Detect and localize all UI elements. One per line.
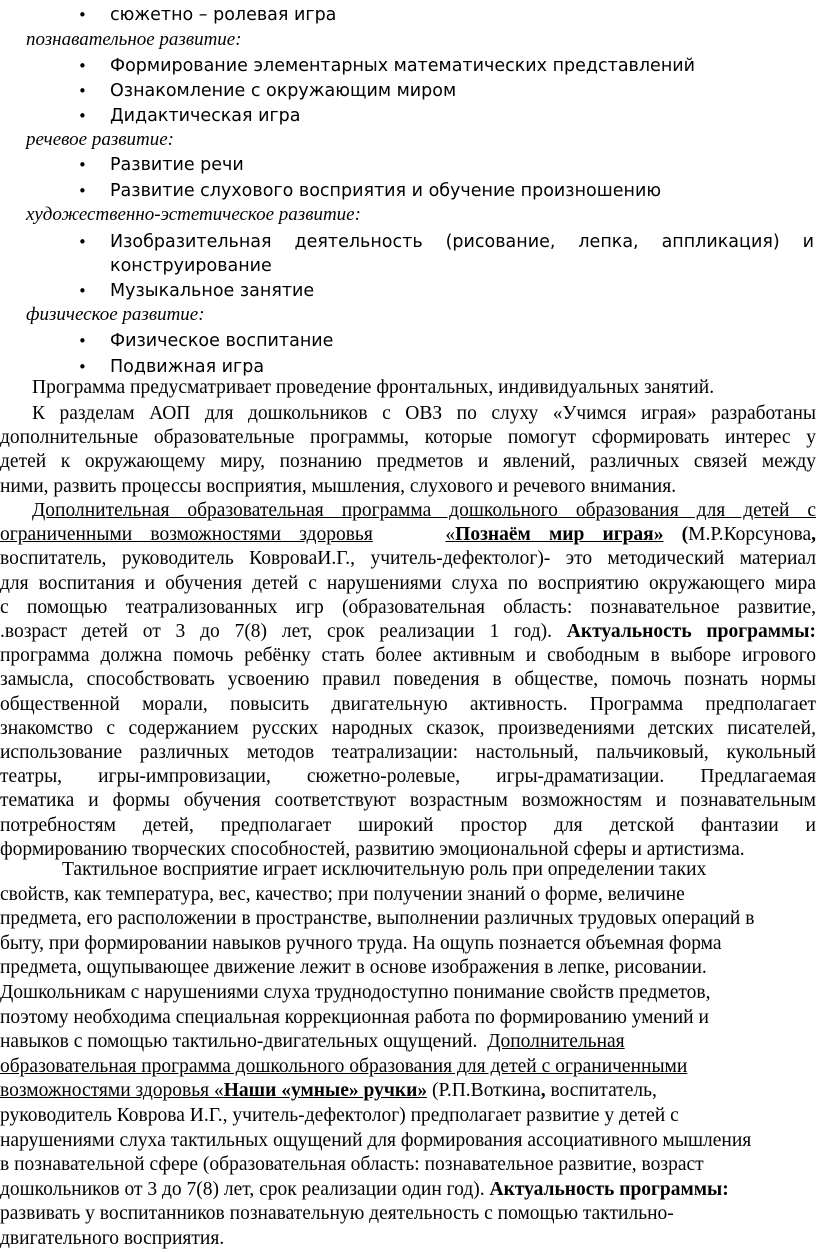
paragraph-tactile: Тактильное восприятие играет исключительную роль при определении таких свойств, как температура, вес, качество; при получении знаний о форме, величине предмета, его расположении в пространстве, выполнении различных трудовых операций в быту, при формировании навыков ручного труда. На ощупь познается объемная форма предмета, ощупывающее движение лежит в основе изображения в лепке, рисовании. Дошкольникам с нарушениями слуха труднодоступно понимание свойств предметов, поэтому необходима специальная коррекционная работа по формированию умений и навыков с помощью тактильно-двигательных ощущений. Дополнительная образовательная программа дошкольного образования для детей с ограниченными возможностями здоровья «Наши «умные» ручки» (Р.П.Воткина, воспитатель, руководитель Коврова И.Г., учитель-дефектолог) предполагает развитие у детей с нарушениями слуха тактильных ощущений для формирования ассоциативного мышления в познавательной сфере (образовательная область: познавательное развитие, возраст дошкольников от 3 до 7(8) лет, срок реализации один год). Актуальность программы: развивать у воспитанников познавательную деятельность с помощью тактильно- двигательного восприятия. xyxy=(0,859,755,1249)
bullet-icon: • xyxy=(78,282,87,300)
relevance-label: Актуальность программы: xyxy=(489,1178,729,1200)
bullet-icon: • xyxy=(78,6,87,24)
bullet-icon: • xyxy=(78,332,87,350)
paragraph-program-theater: Дополнительная образовательная программа дошкольного образования для детей с ограниченными возможностями здоровья «Познаём мир играя» (М.Р.Корсунова, воспитатель, руководитель КовроваИ.Г., учитель-дефектолог)- это методический материал для воспитания и обучения детей с нарушениями слуха по восприятию окружающего мира с помощью театрализованных игр (образовательная область: познавательное развитие, .возраст детей от 3 до 7(8) лет, срок реализации 1 год). Актуальность программы: программа должна помочь ребёнку стать более активным и свободным в выборе игрового замысла, способствовать усвоению правил поведения в обществе, помочь познать нормы общественной морали, повысить двигательную активность. Программа предполагает знакомство с содержанием русских народных сказок, произведениями детских писателей, использование различных методов театрализации: настольный, пальчиковый, кукольный театры, игры-импровизации, сюжетно-ролевые, игры-драматизации. Предлагаемая тематика и формы обучения соответствуют возрастным возможностям и познавательным потребностям детей, предполагает широкий простор для детской фантазии и формированию творческих способностей, развитию эмоциональной сферы и артистизма. xyxy=(0,500,816,860)
section-title-cognitive: познавательное развитие: xyxy=(26,29,242,50)
paragraph-intro: Программа предусматривает проведение фронтальных, индивидуальных занятий. xyxy=(32,377,715,398)
bullet-icon: • xyxy=(78,156,87,174)
section-title-art: художественно-эстетическое развитие: xyxy=(26,204,361,225)
program-title: Наши «умные» ручки xyxy=(223,1080,418,1102)
program-title: Познаём мир играя» xyxy=(455,524,664,546)
bullet-icon: • xyxy=(78,57,87,75)
bullet-icon: • xyxy=(78,358,87,376)
document-page: • сюжетно – ролевая игра познавательное развитие: • Формирование элементарных математических представлений • Ознакомление с окружающим миром • Дидактическая игра речевое развитие: • Развитие речи • Развитие слухового восприятия и обучение произношению художественно-эстетическое развитие: • Изобразительная деятельность (рисование, лепка, аппликация) и конструирование • Музыкальное занятие физическое развитие: • Физическое воспитание • Подвижная игра Программа предусматривает проведение фронтальных, индивидуальных занятий. К разделам АОП для дошкольников с ОВЗ по слуху «Учимся играя» разработаны дополнительные образовательные программы, которые помогут сформировать интерес у детей к окружающему миру, познанию предметов и явлений, различных связей между ними, развить процессы восприятия, мышления, слухового и речевого внимания. Дополнительная образовательная программа дошкольного образования для детей с ограниченными возможностями здоровья «Познаём мир играя» (М.Р.Корсунова, воспитатель, руководитель КовроваИ.Г., учитель-дефектолог)- это методический материал для воспитания и обучения детей с нарушениями слуха по восприятию окружающего мира с помощью театрализованных игр (образовательная область: познавательное развитие, .возраст детей от 3 до 7(8) лет, срок реализации 1 год). Актуальность программы: программа должна помочь ребёнку стать более активным и свободным в выборе игрового замысла, способствовать усвоению правил поведения в обществе, помочь познать нормы общественной морали, повысить двигательную активность. Программа предполагает знакомство с содержанием русских народных сказок, произведениями детских писателей, использование различных методов театрализации: настольный, пальчиковый, кукольный театры, игры-импровизации, сюжетно-ролевые, игры-драматизации. Предлагаемая тематика и формы обучения соответствуют возрастным возможностям и познавательным потребностям детей, предполагает широкий простор для детской фантазии и формированию творческих способностей, развитию эмоциональной сферы и артистизма. Тактильное восприятие играет исключительную роль при определении таких свойств, как температура, вес, качество; при получении знаний о форме, величине предмета, его расположении в пространстве, выполнении различных трудовых операций в быту, при формировании навыков ручного труда. На ощупь познается объемная форма предмета, ощупывающее движение лежит в основе изображения в лепке, рисовании. Дошкольникам с нарушениями слуха труднодоступно понимание свойств предметов, поэтому необходима специальная коррекционная работа по формированию умений и навыков с помощью тактильно-двигательных ощущений. Дополнительная образовательная программа дошкольного образования для детей с ограниченными возможностями здоровья «Наши «умные» ручки» (Р.П.Воткина, воспитатель, руководитель Коврова И.Г., учитель-дефектолог) предполагает развитие у детей с нарушениями слуха тактильных ощущений для формирования ассоциативного мышления в познавательной сфере (образовательная область: познавательное развитие, возраст дошкольников от 3 до 7(8) лет, срок реализации один год). Актуальность программы: развивать у воспитанников познавательную деятельность с помощью тактильно- двигательного восприятия. xyxy=(0,0,816,1245)
bullet-icon: • xyxy=(78,107,87,125)
bullet-icon: • xyxy=(78,233,87,251)
section-title-speech: речевое развитие: xyxy=(26,129,175,150)
section-title-physical: физическое развитие: xyxy=(26,304,205,325)
paragraph-additional-programs: К разделам АОП для дошкольников с ОВЗ по слуху «Учимся играя» разработаны дополнительные образовательные программы, которые помогут сформировать интерес у детей к окружающему миру, познанию предметов и явлений, различных связей между ними, развить процессы восприятия, мышления, слухового и речевого внимания. xyxy=(0,403,816,497)
bullet-icon: • xyxy=(78,82,87,100)
relevance-label: Актуальность программы: xyxy=(566,621,816,643)
bullet-icon: • xyxy=(78,182,87,200)
